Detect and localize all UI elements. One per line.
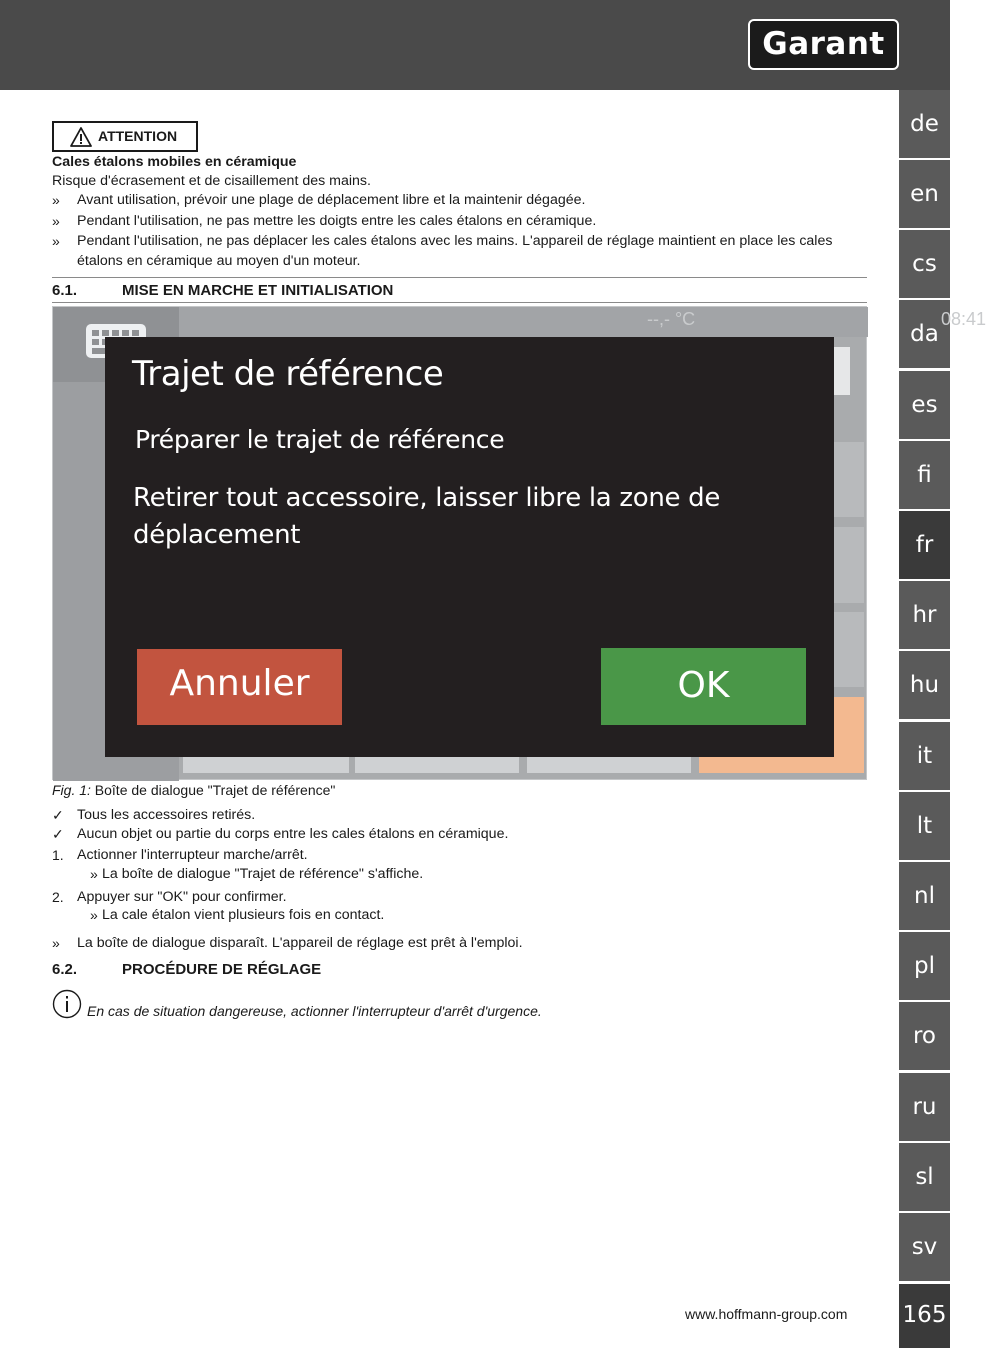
lang-tab-sl[interactable]: sl — [899, 1143, 950, 1211]
lang-tab-ro[interactable]: ro — [899, 1002, 950, 1070]
bullet-symbol: » — [90, 907, 98, 923]
lang-tab-sv[interactable]: sv — [899, 1213, 950, 1281]
warning-title: Cales étalons mobiles en céramique — [52, 154, 297, 170]
lang-tab-pl[interactable]: pl — [899, 932, 950, 1000]
bullet-symbol: » — [52, 233, 60, 249]
lang-tab-cs[interactable]: cs — [899, 230, 950, 298]
bullet-symbol: » — [90, 866, 98, 882]
caption-text: Boîte de dialogue "Trajet de référence" — [90, 782, 336, 798]
ok-button[interactable]: OK — [601, 648, 806, 725]
temperature-readout: --,- °C — [647, 309, 696, 329]
garant-logo: Garant — [748, 19, 899, 70]
warning-item: Pendant l'utilisation, ne pas déplacer les cales étalons avec les mains. L'appareil de réglage maintient en place les cales étalons en céramique au moyen d'un moteur. — [77, 233, 833, 269]
step-number: 2. — [52, 889, 64, 905]
check-icon: ✓ — [52, 826, 64, 842]
attention-text: ATTENTION — [98, 128, 178, 144]
language-sidebar — [899, 90, 950, 1348]
footer-url[interactable]: www.hoffmann-group.com — [685, 1306, 848, 1322]
check-item: Tous les accessoires retirés. — [77, 807, 256, 823]
time-readout: 08:41 — [941, 309, 986, 329]
cancel-button[interactable]: Annuler — [137, 649, 342, 725]
section-title: MISE EN MARCHE ET INITIALISATION — [122, 282, 394, 299]
lang-tab-da[interactable]: da — [899, 300, 950, 368]
section-title: PROCÉDURE DE RÉGLAGE — [122, 961, 322, 978]
lang-tab-es[interactable]: es — [899, 371, 950, 439]
final-result: La boîte de dialogue disparaît. L'appareil de réglage est prêt à l'emploi. — [77, 935, 523, 951]
warning-triangle-icon — [70, 127, 92, 147]
safety-note: En cas de situation dangereuse, actionner l'interrupteur d'arrêt d'urgence. — [87, 1003, 542, 1019]
lang-tab-it[interactable]: it — [899, 722, 950, 790]
warning-item: Pendant l'utilisation, ne pas mettre les doigts entre les cales étalons en céramique. — [77, 213, 597, 229]
caption-prefix: Fig. 1: — [52, 782, 91, 798]
step-number: 1. — [52, 847, 64, 863]
warning-risk: Risque d'écrasement et de cisaillement des mains. — [52, 173, 371, 189]
page-header — [0, 0, 950, 90]
attention-label — [52, 121, 198, 152]
lang-tab-hu[interactable]: hu — [899, 651, 950, 719]
divider — [52, 277, 867, 278]
bullet-symbol: » — [52, 935, 60, 951]
section-number: 6.1. — [52, 282, 78, 299]
lang-tab-en[interactable]: en — [899, 160, 950, 228]
dialog-title: Trajet de référence — [132, 354, 444, 394]
check-icon: ✓ — [52, 807, 64, 823]
divider — [52, 302, 867, 303]
dialog-subtitle: Préparer le trajet de référence — [135, 425, 505, 454]
bullet-symbol: » — [52, 213, 60, 229]
dialog-message: Retirer tout accessoire, laisser libre la zone de déplacement — [133, 483, 721, 550]
reference-dialog — [105, 337, 834, 757]
step-result: La boîte de dialogue "Trajet de référence" s'affiche. — [102, 866, 424, 882]
lang-tab-hr[interactable]: hr — [899, 581, 950, 649]
page-number: 165 — [899, 1284, 950, 1348]
step-text: Appuyer sur "OK" pour confirmer. — [77, 889, 287, 905]
info-icon — [52, 989, 82, 1019]
step-text: Actionner l'interrupteur marche/arrêt. — [77, 847, 308, 863]
lang-tab-nl[interactable]: nl — [899, 862, 950, 930]
lang-tab-de[interactable]: de — [899, 90, 950, 158]
warning-item: Avant utilisation, prévoir une plage de déplacement libre et la maintenir dégagée. — [77, 192, 586, 208]
lang-tab-fi[interactable]: fi — [899, 441, 950, 509]
check-item: Aucun objet ou partie du corps entre les cales étalons en céramique. — [77, 826, 509, 842]
section-number: 6.2. — [52, 961, 78, 978]
lang-tab-ru[interactable]: ru — [899, 1073, 950, 1141]
lang-tab-fr[interactable]: fr — [899, 511, 950, 579]
lang-tab-lt[interactable]: lt — [899, 792, 950, 860]
step-result: La cale étalon vient plusieurs fois en contact. — [102, 907, 385, 923]
bullet-symbol: » — [52, 192, 60, 208]
figure-caption — [52, 781, 335, 800]
